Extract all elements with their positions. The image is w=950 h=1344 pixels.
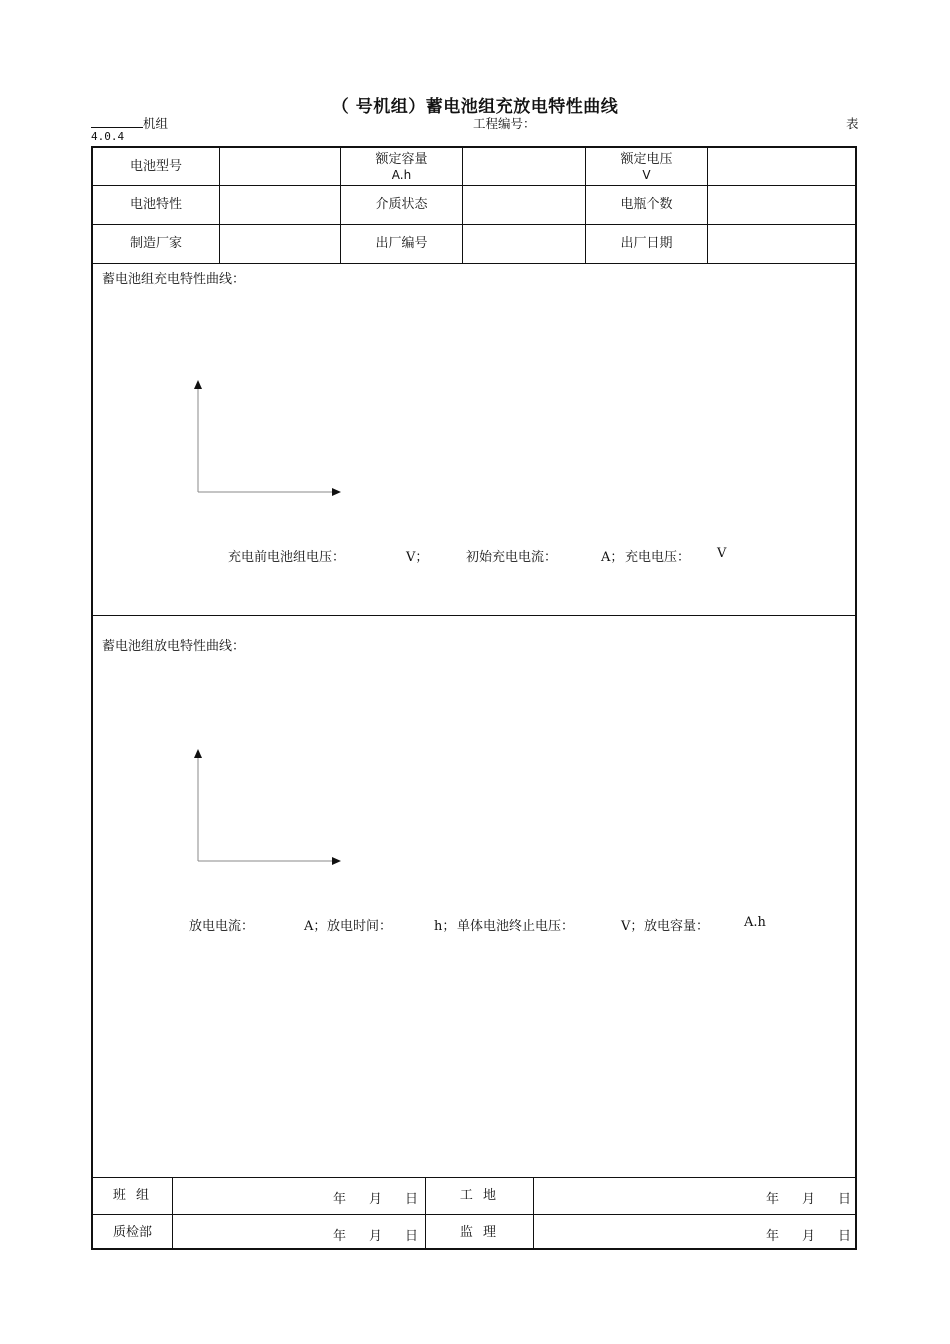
battery-model-value[interactable] xyxy=(220,148,340,185)
medium-state-label: 介质状态 xyxy=(375,197,428,212)
discharge-time-unit: h； xyxy=(434,919,456,934)
unit-blank[interactable] xyxy=(91,115,143,128)
supervision-date xyxy=(766,1225,851,1244)
team-date xyxy=(333,1188,418,1207)
charge-x-arrow xyxy=(332,488,341,496)
site-date xyxy=(766,1188,851,1207)
charge-voltage-before-label: 充电前电池组电压： xyxy=(228,550,346,565)
manufacturer-value[interactable] xyxy=(220,225,340,263)
rated-capacity-value[interactable] xyxy=(463,148,585,185)
project-no-label: 工程编号： xyxy=(473,116,536,131)
supervision-date-year: 年 xyxy=(766,1229,780,1244)
page-title: （ 号机组）蓄电池组充放电特性曲线 xyxy=(331,97,619,117)
cell-count-label: 电瓶个数 xyxy=(620,197,673,212)
site-date-month: 月 xyxy=(802,1192,816,1207)
site-date-day: 日 xyxy=(838,1192,852,1207)
discharge-capacity-label: 放电容量： xyxy=(644,919,710,934)
qc-label: 质检部 xyxy=(112,1224,152,1240)
initial-current-unit: A； xyxy=(601,550,624,565)
rated-voltage-label xyxy=(586,148,707,185)
charge-voltage-label: 充电电压： xyxy=(625,550,691,565)
team-date-day: 日 xyxy=(405,1192,419,1207)
supervision-label: 监 理 xyxy=(459,1224,500,1240)
charge-curve-label: 蓄电池组充电特性曲线： xyxy=(102,272,246,287)
team-date-month: 月 xyxy=(369,1192,383,1207)
battery-model-label: 电池型号 xyxy=(129,158,182,174)
team-label: 班 组 xyxy=(112,1188,153,1203)
cell-count-value[interactable] xyxy=(708,186,855,224)
rated-voltage-value[interactable] xyxy=(708,148,855,185)
form-frame xyxy=(91,146,857,1250)
serial-no-label: 出厂编号 xyxy=(375,236,428,251)
medium-state-value[interactable] xyxy=(463,186,585,224)
rated-voltage-text: 额定电压 xyxy=(620,151,673,167)
end-voltage-unit: V； xyxy=(621,919,644,934)
rated-capacity-text: 额定容量 xyxy=(375,151,428,167)
discharge-curve-label: 蓄电池组放电特性曲线： xyxy=(102,639,246,654)
site-label: 工 地 xyxy=(459,1188,500,1203)
qc-date-day: 日 xyxy=(405,1229,419,1244)
serial-no-value[interactable] xyxy=(463,225,585,263)
discharge-x-arrow xyxy=(332,857,341,865)
charge-y-arrow xyxy=(194,380,202,389)
manufacture-date-value[interactable] xyxy=(708,225,855,263)
discharge-current-unit: A； xyxy=(304,919,327,934)
discharge-axes xyxy=(188,747,348,867)
unit-suffix: 机组 xyxy=(143,116,169,131)
qc-date-year: 年 xyxy=(333,1229,347,1244)
battery-characteristic-value[interactable] xyxy=(220,186,340,224)
initial-current-label: 初始充电电流： xyxy=(466,550,558,565)
site-date-year: 年 xyxy=(766,1192,780,1207)
discharge-capacity-unit: A.h xyxy=(744,915,766,930)
manufacture-date-label: 出厂日期 xyxy=(620,236,673,251)
team-date-year: 年 xyxy=(333,1192,347,1207)
section-divider xyxy=(93,615,855,616)
discharge-time-label: 放电时间： xyxy=(327,919,393,934)
table-number: 4.0.4 xyxy=(91,130,125,143)
discharge-current-label: 放电电流： xyxy=(189,919,255,934)
charge-voltage-unit: V xyxy=(717,546,727,561)
qc-date-month: 月 xyxy=(369,1229,383,1244)
battery-characteristic-label: 电池特性 xyxy=(129,197,182,212)
rated-voltage-unit: V xyxy=(642,167,651,182)
rated-capacity-unit: A.h xyxy=(391,167,412,182)
manufacturer-label: 制造厂家 xyxy=(129,236,182,251)
qc-date xyxy=(333,1225,418,1244)
charge-voltage-before-unit: V； xyxy=(406,550,429,565)
discharge-y-arrow xyxy=(194,749,202,758)
supervision-date-day: 日 xyxy=(838,1229,852,1244)
end-voltage-label: 单体电池终止电压： xyxy=(457,919,575,934)
charge-axes xyxy=(188,378,348,498)
row-divider xyxy=(93,263,855,264)
rated-capacity-label xyxy=(341,148,462,185)
supervision-date-month: 月 xyxy=(802,1229,816,1244)
table-label: 表 xyxy=(846,116,859,131)
